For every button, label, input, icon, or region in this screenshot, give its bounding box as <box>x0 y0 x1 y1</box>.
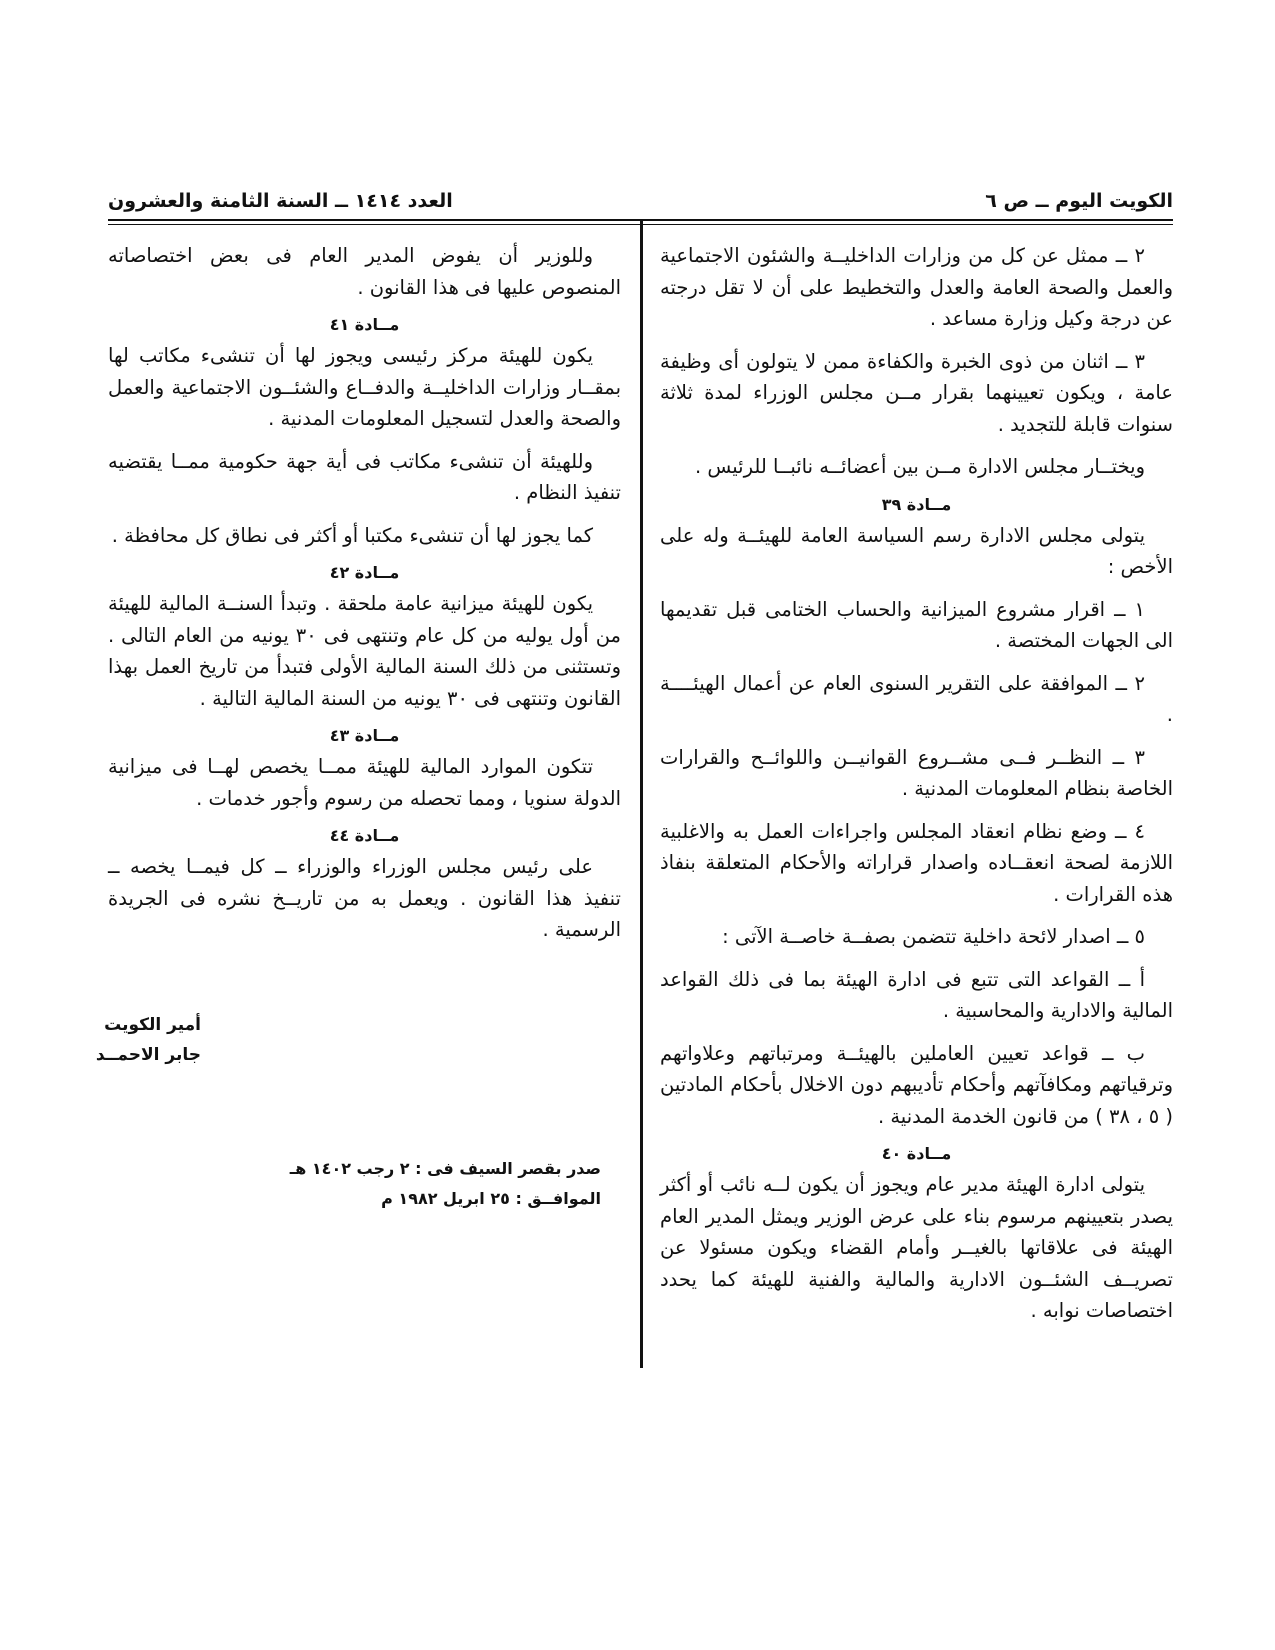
issued-hijri-date: صدر بقصر السيف فى : ٢ رجب ١٤٠٢ هـ <box>289 1158 601 1178</box>
article-heading: مــادة ٤٠ <box>881 1144 952 1163</box>
article-heading: مــادة ٤١ <box>329 315 400 334</box>
page-header <box>108 190 1173 218</box>
paragraph: ب ــ قواعد تعيين العاملين بالهيئــة ومرتباتهم وعلاواتهم وترقياتهم ومكافآتهم وأحكام تأديبهم دون الاخلال بأحكام المادتين ( ٥ ، ٣٨ ) من قانون الخدمة المدنية . <box>660 1041 1173 1128</box>
paragraph: يكون للهيئة مركز رئيسى ويجوز لها أن تنشىء مكاتب لها بمقــار وزارات الداخليــة والدفــاع والشئــون الاجتماعية والعمل والصحة والعدل لتسجيل المعلومات المدنية . <box>108 344 621 430</box>
header-issue: العدد ١٤١٤ ــ السنة الثامنة والعشرون <box>108 190 453 212</box>
paragraph: وللهيئة أن تنشىء مكاتب فى أية جهة حكومية ممــا يقتضيه تنفيذ النظام . <box>108 449 621 504</box>
left-column <box>95 240 621 1214</box>
paragraph: أ ــ القواعد التى تتبع فى ادارة الهيئة بما فى ذلك القواعد المالية والادارية والمحاسبية . <box>660 967 1173 1022</box>
paragraph: يتولى مجلس الادارة رسم السياسة العامة للهيئــة وله على الأخص : <box>660 523 1173 578</box>
article-heading: مــادة ٤٢ <box>329 563 400 582</box>
paragraph: ٣ ــ اثنان من ذوى الخبرة والكفاءة ممن لا يتولون أى وظيفة عامة ، ويكون تعيينهما بقرار مــن مجلس الوزراء لمدة ثلاثة سنوات قابلة للتجديد . <box>660 349 1173 436</box>
signature-name: جابر الاحمــد <box>95 1044 201 1065</box>
paragraph: ٤ ــ وضع نظام انعقاد المجلس واجراءات العمل به والاغلبية اللازمة لصحة انعقــاده واصدار قراراته والأحكام المتعلقة بنفاذ هذه القرارات . <box>660 819 1173 906</box>
article-heading: مــادة ٤٤ <box>329 826 400 845</box>
column-divider <box>640 220 643 1368</box>
right-column <box>660 240 1173 1338</box>
paragraph: تتكون الموارد المالية للهيئة ممــا يخصص لهــا فى ميزانية الدولة سنويا ، ومما تحصله من رسوم وأجور خدمات . <box>108 755 621 810</box>
article-heading: مــادة ٣٩ <box>881 494 952 514</box>
paragraph: يتولى ادارة الهيئة مدير عام ويجوز أن يكون لــه نائب أو أكثر يصدر بتعيينهم مرسوم بناء على عرض الوزير ويمثل المدير العام الهيئة فى علاقاتها بالغيــر وأمام القضاء ويكون مسئولا عن تصريــف الشئــون الادارية والمالية والفنية للهيئة كما يحدد اختصاصات نوابه . <box>660 1173 1173 1322</box>
paragraph: ٢ ــ ممثل عن كل من وزارات الداخليــة والشئون الاجتماعية والعمل والصحة العامة والعدل والتخطيط على أن لا تقل درجته عن درجة وكيل وزارة مساعد . <box>660 244 1173 330</box>
paragraph: ويختــار مجلس الادارة مــن بين أعضائــه نائبــا للرئيس . <box>695 455 1145 478</box>
paragraph: على رئيس مجلس الوزراء والوزراء ــ كل فيمــا يخصه ــ تنفيذ هذا القانون . ويعمل به من تاريــخ نشره فى الجريدة الرسمية . <box>108 855 621 941</box>
header-publication: الكويت اليوم ــ ص ٦ <box>985 190 1173 212</box>
issued-gregorian-date: الموافــق : ٢٥ ابريل ١٩٨٢ م <box>381 1188 601 1208</box>
paragraph: ٣ ــ النظــر فــى مشــروع القوانيــن واللوائــح والقرارات الخاصة بنظام المعلومات المدنية . <box>660 745 1173 800</box>
paragraph: ١ ــ اقرار مشروع الميزانية والحساب الختامى قبل تقديمها الى الجهات المختصة . <box>660 597 1173 652</box>
signature-block <box>41 1010 201 1070</box>
article-heading: مــادة ٤٣ <box>329 726 400 745</box>
paragraph: يكون للهيئة ميزانية عامة ملحقة . وتبدأ السنــة المالية للهيئة من أول يوليه من كل عام وتنتهى فى ٣٠ يونيه من العام التالى . وتستثنى من ذلك السنة المالية الأولى فتبدأ من تاريخ العمل بهذا القانون وتنتهى فى ٣٠ يونيه من السنة المالية التالية . <box>108 592 621 710</box>
issue-date-block <box>108 1154 601 1214</box>
paragraph: وللوزير أن يفوض المدير العام فى بعض اختصاصاته المنصوص عليها فى هذا القانون . <box>108 244 621 299</box>
paragraph: كما يجوز لها أن تنشىء مكتبا أو أكثر فى نطاق كل محافظة . <box>111 523 593 547</box>
paragraph: ٢ ــ الموافقة على التقرير السنوى العام عن أعمال الهيئــــة . <box>660 671 1173 726</box>
signature-title: أمير الكويت <box>104 1014 201 1035</box>
paragraph: ٥ ــ اصدار لائحة داخلية تتضمن بصفــة خاصــة الآتى : <box>722 925 1145 948</box>
